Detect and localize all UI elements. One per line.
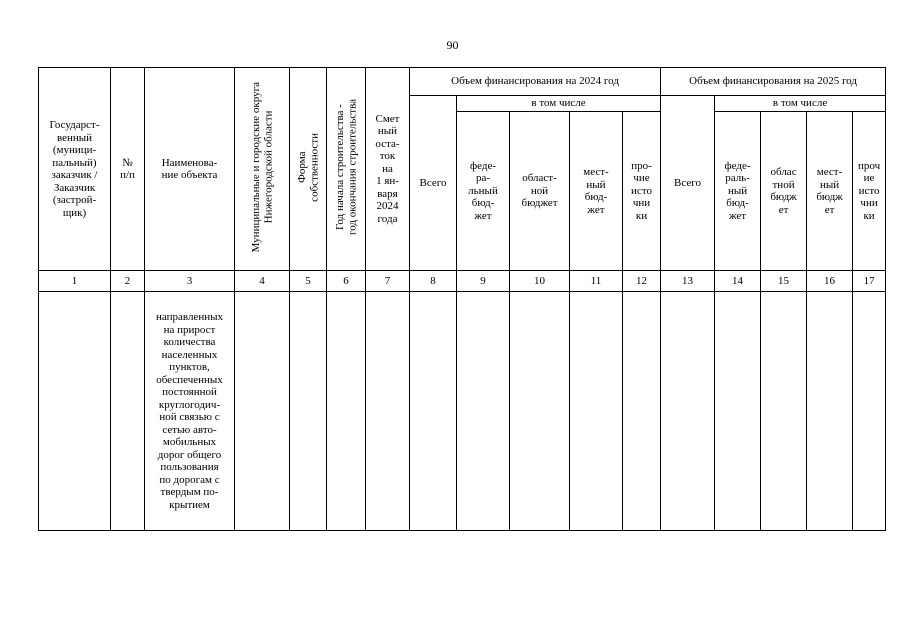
header-fin-2024: Объем финансирования на 2024 год <box>410 68 661 96</box>
header-ownership-text: Форма собственности <box>295 132 320 202</box>
cell-regional-2025 <box>761 292 807 531</box>
column-number: 6 <box>327 271 366 292</box>
table-row <box>39 292 886 531</box>
header-number: № п/п <box>111 68 145 271</box>
column-number: 17 <box>853 271 886 292</box>
header-municipality-text: Муниципальные и городские округа Нижегородской области <box>249 82 274 253</box>
header-regional-2024: област- ной бюджет <box>510 112 570 271</box>
header-total-2024: Всего <box>410 96 457 271</box>
cell-local-2024 <box>570 292 623 531</box>
column-number: 3 <box>145 271 235 292</box>
cell-total-2025 <box>661 292 715 531</box>
header-customer: Государст- венный (муници- пальный) заказчик / Заказчик (застрой- щик) <box>39 68 111 271</box>
column-number: 12 <box>623 271 661 292</box>
header-other-2024: про- чие исто чни ки <box>623 112 661 271</box>
column-number: 14 <box>715 271 761 292</box>
header-fin-2025: Объем финансирования на 2025 год <box>661 68 886 96</box>
column-number: 13 <box>661 271 715 292</box>
header-including-2025: в том числе <box>715 96 886 112</box>
header-years <box>327 68 366 271</box>
cell-local-2025 <box>807 292 853 531</box>
column-number: 11 <box>570 271 623 292</box>
cell-federal-2025 <box>715 292 761 531</box>
header-total-2025: Всего <box>661 96 715 271</box>
header-object-name: Наименова- ние объекта <box>145 68 235 271</box>
column-number: 9 <box>457 271 510 292</box>
header-including-2024: в том числе <box>457 96 661 112</box>
column-number: 16 <box>807 271 853 292</box>
page-number: 90 <box>446 38 459 52</box>
cell-other-2025 <box>853 292 886 531</box>
cell-regional-2024 <box>510 292 570 531</box>
header-years-text: Год начала строительства - год окончания строительства <box>333 99 358 236</box>
cell-municipality <box>235 292 290 531</box>
header-municipality <box>235 68 290 271</box>
cell-estimate <box>366 292 410 531</box>
header-ownership <box>290 68 327 271</box>
column-number: 1 <box>39 271 111 292</box>
cell-number <box>111 292 145 531</box>
column-number: 7 <box>366 271 410 292</box>
cell-customer <box>39 292 111 531</box>
header-federal-2024: феде- ра- льный бюд- жет <box>457 112 510 271</box>
header-federal-2025: феде- раль- ный бюд- жет <box>715 112 761 271</box>
column-number: 4 <box>235 271 290 292</box>
header-estimate: Смет ный оста- ток на 1 ян- варя 2024 года <box>366 68 410 271</box>
header-local-2025: мест- ный бюдж ет <box>807 112 853 271</box>
column-number: 5 <box>290 271 327 292</box>
cell-object-name: направленных на прирост количества населенных пунктов, обеспеченных постоянной круглогодич- ной связью с сетью авто- мобильных дорог общего пользования по дорогам с твердым по- крытием <box>145 292 235 531</box>
cell-total-2024 <box>410 292 457 531</box>
column-number: 15 <box>761 271 807 292</box>
column-numbers-row <box>39 271 886 292</box>
column-number: 2 <box>111 271 145 292</box>
header-other-2025: проч ие исто чни ки <box>853 112 886 271</box>
cell-ownership <box>290 292 327 531</box>
cell-years <box>327 292 366 531</box>
financing-table <box>38 67 886 531</box>
header-regional-2025: облас тной бюдж ет <box>761 112 807 271</box>
column-number: 10 <box>510 271 570 292</box>
header-local-2024: мест- ный бюд- жет <box>570 112 623 271</box>
column-number: 8 <box>410 271 457 292</box>
cell-other-2024 <box>623 292 661 531</box>
cell-federal-2024 <box>457 292 510 531</box>
